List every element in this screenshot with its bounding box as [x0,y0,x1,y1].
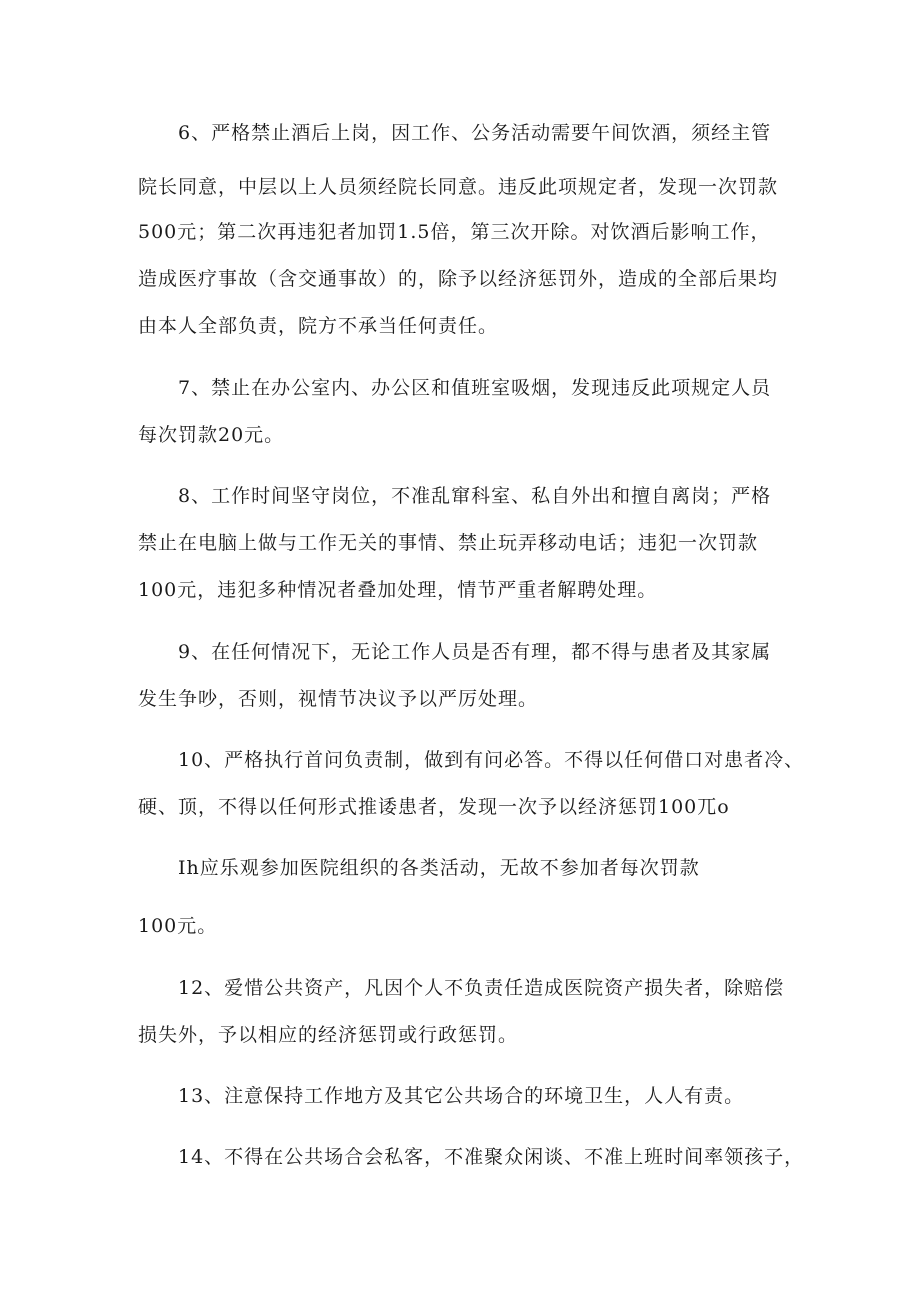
paragraph-6-line-3: 500元；第二次再违犯者加罚1.5倍，第三次开除。对饮酒后影响工作， [138,221,771,243]
paragraph-6-line-5: 由本人全部负责，院方不承当任何责任。 [138,315,499,337]
paragraph-6-line-2: 院长同意，中层以上人员须经院长同意。违反此项规定者，发现一次罚款 [138,176,779,198]
paragraph-13-line-1: 13、注意保持工作地方及其它公共场合的环境卫生，人人有责。 [178,1085,745,1107]
paragraph-10-line-1: 10、严格执行首问负责制，做到有问必答。不得以任何借口对患者冷、 [178,749,805,771]
paragraph-9-line-1: 9、在任何情况下，无论工作人员是否有理，都不得与患者及其家属 [178,641,772,663]
paragraph-7-line-1: 7、禁止在办公室内、办公区和值班室吸烟，发现违反此项规定人员 [178,377,772,399]
paragraph-6-line-4: 造成医疗事故（含交通事故）的，除予以经济惩罚外，造成的全部后果均 [138,268,779,290]
paragraph-14-line-1: 14、不得在公共场合会私客，不准聚众闲谈、不准上班时间率领孩子， [178,1146,805,1168]
paragraph-8-line-2: 禁止在电脑上做与工作无关的事情、禁止玩弄移动电话；违犯一次罚款 [138,532,759,554]
paragraph-12-line-1: 12、爱惜公共资产，凡因个人不负责任造成医院资产损失者，除赔偿 [178,977,785,999]
paragraph-9-line-2: 发生争吵，否则，视情节决议予以严厉处理。 [138,688,539,710]
paragraph-7-line-2: 每次罚款20元。 [138,424,285,446]
paragraph-6-line-1: 6、严格禁止酒后上岗，因工作、公务活动需要午间饮酒，须经主管 [178,122,772,144]
paragraph-11-line-2: 100元。 [138,915,218,937]
paragraph-8-line-3: 100元，违犯多种情况者叠加处理，情节严重者解聘处理。 [138,579,658,601]
paragraph-8-line-1: 8、工作时间坚守岗位，不准乱窜科室、私自外出和擅自离岗；严格 [178,485,772,507]
paragraph-11-line-1: Ih应乐观参加医院组织的各类活动，无故不参加者每次罚款 [178,857,700,879]
paragraph-12-line-2: 损失外，予以相应的经济惩罚或行政惩罚。 [138,1024,519,1046]
paragraph-10-line-2: 硬、顶，不得以任何形式推诿患者，发现一次予以经济惩罚100兀o [138,796,730,818]
